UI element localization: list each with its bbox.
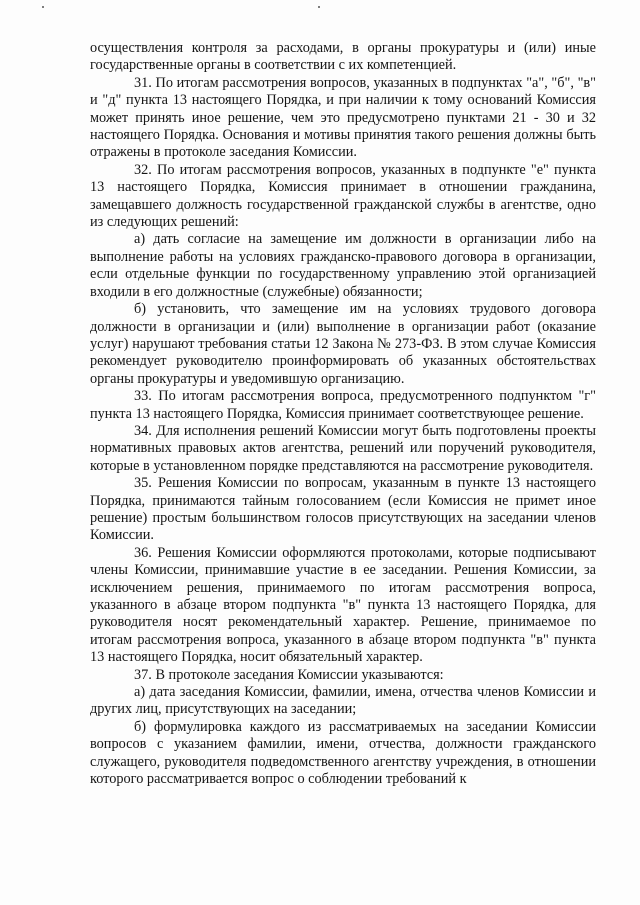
paragraph-37-a: а) дата заседания Комиссии, фамилии, имена, отчества членов Комиссии и других лиц, присутствующих на заседании; <box>90 684 596 718</box>
scan-speck <box>318 6 320 8</box>
paragraph-continuation: осуществления контроля за расходами, в органы прокуратуры и (или) иные государственные органы в соответствии с их компетенцией. <box>90 40 596 74</box>
paragraph-36: 36. Решения Комиссии оформляются протоколами, которые подписывают члены Комиссии, принимавшие участие в ее заседании. Решения Комиссии, за исключением решения, принимаемого по итогам рассмотрения вопроса, указанного в абзаце втором подпункта "в" пункта 13 настоящего Порядка, для руководителя носят рекомендательный характер. Решение, принимаемое по итогам рассмотрения вопроса, указанного в абзаце втором подпункта "в" пункта 13 настоящего Порядка, носит обязательный характер. <box>90 544 596 666</box>
scan-speck <box>42 6 44 8</box>
paragraph-32-a: а) дать согласие на замещение им должности в организации либо на выполнение работы на условиях гражданско-правового договора в организации, если отдельные функции по государственному управлению этой организацией входили в его должностные (служебные) обязанности; <box>90 231 596 300</box>
paragraph-32: 32. По итогам рассмотрения вопросов, указанных в подпункте "е" пункта 13 настоящего Порядка, Комиссия принимает в отношении гражданина, замещавшего должность государственной гражданской службы в агентстве, одно из следующих решений: <box>90 161 596 231</box>
paragraph-31: 31. По итогам рассмотрения вопросов, указанных в подпунктах "а", "б", "в" и "д" пункта 13 настоящего Порядка, и при наличии к тому оснований Комиссия может принять иное решение, чем это предусмотрено пунктами 21 - 30 и 32 настоящего Порядка. Основания и мотивы принятия такого решения должны быть отражены в протоколе заседания Комиссии. <box>90 74 596 161</box>
paragraph-37: 37. В протоколе заседания Комиссии указываются: <box>134 666 444 683</box>
paragraph-35: 35. Решения Комиссии по вопросам, указанным в пункте 13 настоящего Порядка, принимаются тайным голосованием (если Комиссия не примет иное решение) простым большинством голосов присутствующих на заседании членов Комиссии. <box>90 475 596 544</box>
document-body <box>90 40 596 788</box>
paragraph-33: 33. По итогам рассмотрения вопроса, предусмотренного подпунктом "г" пункта 13 настоящего Порядка, Комиссия принимает соответствующее решение. <box>90 388 596 422</box>
paragraph-37-b: б) формулировка каждого из рассматриваемых на заседании Комиссии вопросов с указанием фамилии, имени, отчества, должности гражданского служащего, руководителя подведомственного агентству учреждения, в отношении которого рассматривается вопрос о соблюдении требований к <box>90 718 596 788</box>
paragraph-32-b: б) установить, что замещение им на условиях трудового договора должности в организации и (или) выполнение в организации работ (оказание услуг) нарушают требования статьи 12 Закона № 273-ФЗ. В этом случае Комиссия рекомендует руководителю проинформировать об указанных обстоятельствах органы прокуратуры и уведомившую организацию. <box>90 301 596 387</box>
paragraph-34: 34. Для исполнения решений Комиссии могут быть подготовлены проекты нормативных правовых актов агентства, решений или поручений руководителя, которые в установленном порядке представляются на рассмотрение руководителя. <box>90 422 596 474</box>
